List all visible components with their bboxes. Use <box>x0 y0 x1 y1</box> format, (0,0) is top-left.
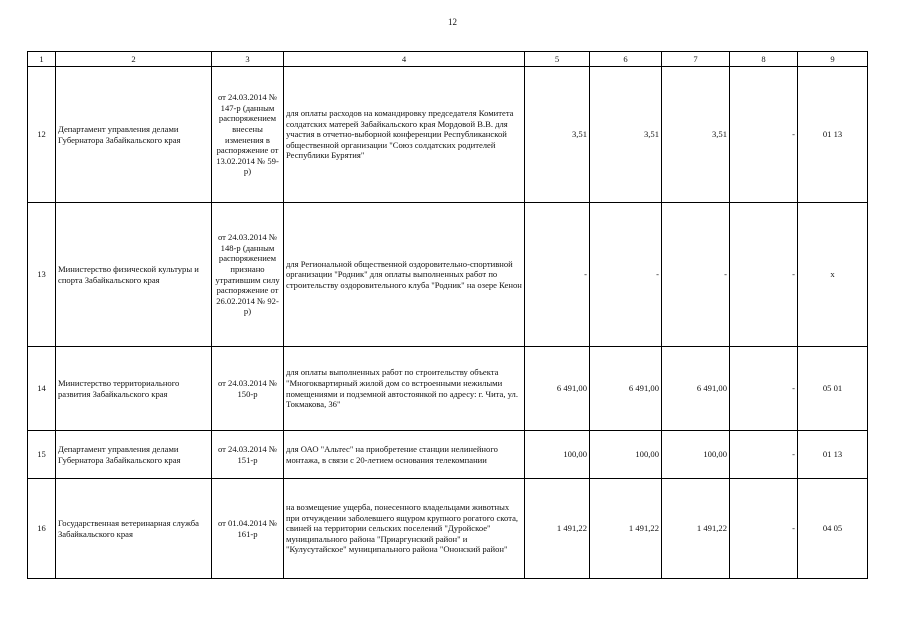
column-header: 2 <box>56 52 212 67</box>
amount-cell-8: - <box>730 431 798 479</box>
amount-cell-8: - <box>730 347 798 431</box>
page-number: 12 <box>448 17 457 27</box>
department-cell: Департамент управления делами Губернатора Забайкальского края <box>56 431 212 479</box>
column-header: 8 <box>730 52 798 67</box>
column-header: 5 <box>525 52 590 67</box>
purpose-cell: для оплаты выполненных работ по строительству объекта "Многоквартирный жилой дом со встроенными нежилыми помещениями и подземной автостоянкой по адресу: г. Чита, ул. Токмакова, 36" <box>284 347 525 431</box>
row-number: 15 <box>28 431 56 479</box>
table-row <box>28 203 868 347</box>
amount-cell-8: - <box>730 203 798 347</box>
document-cell: от 24.03.2014 № 151-р <box>212 431 284 479</box>
column-header: 7 <box>662 52 730 67</box>
amount-cell-5: 6 491,00 <box>525 347 590 431</box>
table-row <box>28 479 868 579</box>
column-header: 6 <box>590 52 662 67</box>
amount-cell-6: 6 491,00 <box>590 347 662 431</box>
row-number: 16 <box>28 479 56 579</box>
table-row <box>28 67 868 203</box>
amount-cell-7: 100,00 <box>662 431 730 479</box>
column-header: 9 <box>798 52 868 67</box>
code-cell: 01 13 <box>798 67 868 203</box>
column-header: 1 <box>28 52 56 67</box>
amount-cell-6: 100,00 <box>590 431 662 479</box>
amount-cell-7: 6 491,00 <box>662 347 730 431</box>
amount-cell-7: 1 491,22 <box>662 479 730 579</box>
row-number: 13 <box>28 203 56 347</box>
table-row <box>28 347 868 431</box>
document-cell: от 24.03.2014 № 150-р <box>212 347 284 431</box>
document-cell: от 01.04.2014 № 161-р <box>212 479 284 579</box>
amount-cell-6: 3,51 <box>590 67 662 203</box>
code-cell: 01 13 <box>798 431 868 479</box>
row-number: 14 <box>28 347 56 431</box>
allocation-table <box>27 51 868 579</box>
amount-cell-5: 1 491,22 <box>525 479 590 579</box>
column-header: 3 <box>212 52 284 67</box>
amount-cell-7: 3,51 <box>662 67 730 203</box>
table-row <box>28 431 868 479</box>
purpose-cell: для оплаты расходов на командировку председателя Комитета солдатских матерей Забайкальского края Мордовой В.В. для участия в отчетно-выборной конференции Республиканской общественной организации "Союз солдатских родителей Республики Бурятия" <box>284 67 525 203</box>
amount-cell-5: - <box>525 203 590 347</box>
code-cell: 04 05 <box>798 479 868 579</box>
code-cell: 05 01 <box>798 347 868 431</box>
purpose-cell: для ОАО "Альтес" на приобретение станции нелинейного монтажа, в связи с 20-летием основания телекомпании <box>284 431 525 479</box>
code-cell: х <box>798 203 868 347</box>
purpose-cell: на возмещение ущерба, понесенного владельцами животных при отчуждении заболевшего ящуром крупного рогатого скота, свиней на территории сельских поселений "Дуройское" муниципального района "Приаргунский район" и "Кулусутайское" муниципального района "Ононский район" <box>284 479 525 579</box>
department-cell: Государственная ветеринарная служба Забайкальского края <box>56 479 212 579</box>
document-cell: от 24.03.2014 № 147-р (данным распоряжением внесены изменения в распоряжение от 13.02.2014 № 59-р) <box>212 67 284 203</box>
amount-cell-6: 1 491,22 <box>590 479 662 579</box>
amount-cell-7: - <box>662 203 730 347</box>
department-cell: Департамент управления делами Губернатора Забайкальского края <box>56 67 212 203</box>
amount-cell-8: - <box>730 479 798 579</box>
department-cell: Министерство физической культуры и спорта Забайкальского края <box>56 203 212 347</box>
column-header: 4 <box>284 52 525 67</box>
amount-cell-6: - <box>590 203 662 347</box>
department-cell: Министерство территориального развития Забайкальского края <box>56 347 212 431</box>
purpose-cell: для Региональной общественной оздоровительно-спортивной организации "Родник" для оплаты выполненных работ по строительству оздоровительного клуба "Родник" на озере Кенон <box>284 203 525 347</box>
document-cell: от 24.03.2014 № 148-р (данным распоряжением признано утратившим силу распоряжение от 26.02.2014 № 92-р) <box>212 203 284 347</box>
row-number: 12 <box>28 67 56 203</box>
amount-cell-8: - <box>730 67 798 203</box>
header-row <box>28 52 868 67</box>
amount-cell-5: 3,51 <box>525 67 590 203</box>
amount-cell-5: 100,00 <box>525 431 590 479</box>
